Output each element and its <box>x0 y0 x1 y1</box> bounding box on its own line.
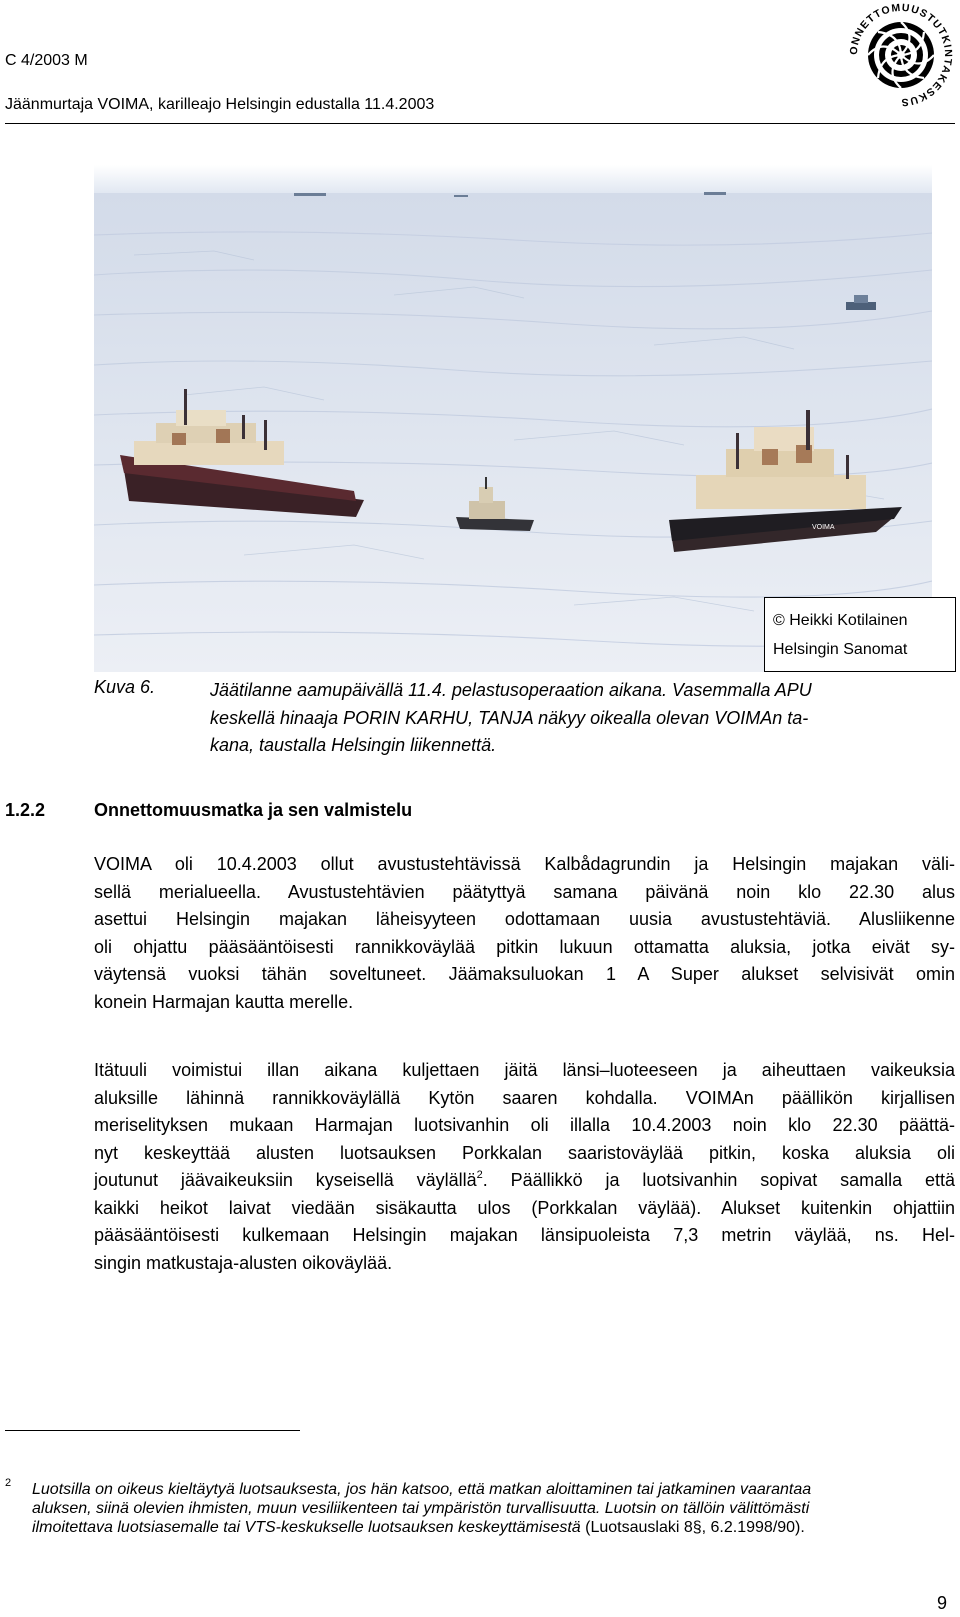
footnote-text <box>32 1480 955 1537</box>
paragraph-2 <box>94 1057 955 1277</box>
paragraph-line: nyt keskeyttää alusten luotsauksen Porkkalan saaristoväylää pitkin, koska aluksia oli <box>94 1142 955 1163</box>
spiral-emblem-icon <box>848 2 954 108</box>
caption-line: keskellä hinaaja PORIN KARHU, TANJA näkyy oikealla olevan VOIMAn ta- <box>210 707 809 728</box>
line-text: . Päällikkö ja luotsivanhin sopivat samalla että <box>482 1170 955 1190</box>
footnote-citation: (Luotsauslaki 8§, 6.2.1998/90). <box>585 1519 805 1536</box>
organization-logo <box>848 2 954 108</box>
caption-line: kana, taustalla Helsingin liikennettä. <box>210 735 497 755</box>
footnote-reference[interactable]: 2 <box>476 1169 483 1181</box>
paragraph-line: meriselityksen mukaan Harmajan luotsivanhin oli illalla 10.4.2003 noin klo 22.30 päättä- <box>94 1115 955 1135</box>
section-title: Onnettomuusmatka ja sen valmistelu <box>94 800 413 820</box>
header-divider <box>5 123 955 124</box>
paragraph-line: aluksille lähinnä rannikkoväylällä Kytön saaren kohdalla. VOIMAn päällikön kirjallisen <box>94 1087 955 1108</box>
icebreakers-photo <box>94 165 932 672</box>
paragraph-line: oli ohjattu pääsääntöisesti rannikkoväylää pitkin lukuun ottamatta aluksia, jotka eivät sy- <box>94 936 955 957</box>
line-text: joutunut jäävaikeuksiin kyseisellä väylällä <box>94 1170 477 1190</box>
paragraph-1 <box>94 851 955 1016</box>
paragraph-line: kaikki heikot laivat viedään sisäkautta ulos (Porkkalan väylää). Alukset kuitenkin ohjattiin <box>94 1197 955 1218</box>
paragraph-line: asettui Helsingin majakan läheisyyteen odottamaan uusia avustustehtäviä. Alusliikenne <box>94 909 955 929</box>
figure-caption-label: Kuva 6. <box>94 677 156 697</box>
footnote-mark: 2 <box>5 1477 12 1489</box>
figure-caption <box>210 677 955 760</box>
footnote-line: Luotsilla on oikeus kieltäytyä luotsauksesta, jos hän katsoo, että matkan aloittaminen tai jatkaminen vaarantaa <box>32 1481 812 1498</box>
paragraph-line: VOIMA oli 10.4.2003 ollut avustustehtävissä Kalbådagrundin ja Helsingin majakan väli- <box>94 854 955 874</box>
caption-line: Jäätilanne aamupäivällä 11.4. pelastusoperaation aikana. Vasemmalla APU <box>210 680 812 700</box>
paragraph-line: väytensä vuoksi tähän soveltuneet. Jäämaksuluokan 1 A Super alukset selvisivät omin <box>94 964 955 984</box>
footnote-divider <box>5 1430 300 1431</box>
paragraph-line-with-footnote <box>94 1167 955 1195</box>
section-number: 1.2.2 <box>5 800 46 820</box>
page-number: 9 <box>937 1593 948 1613</box>
paragraph-line: pääsääntöisesti kulkemaan Helsingin majakan länsipuoleista 7,3 metrin väylää, ns. Hel- <box>94 1225 955 1245</box>
photo-credit-publisher: Helsingin Sanomat <box>773 641 908 658</box>
paragraph-line: sellä merialueella. Avustustehtävien päätyttyä samana päivänä noin klo 22.30 alus <box>94 881 955 902</box>
photo-credit-box <box>764 597 956 672</box>
paragraph-line: Itätuuli voimistui illan aikana kuljettaen jäitä länsi–luoteeseen ja aiheuttaen vaikeuksia <box>94 1060 955 1080</box>
footnote-line <box>32 1518 955 1537</box>
ship-name-label: VOIMA <box>812 524 835 531</box>
document-id: C 4/2003 M <box>5 52 88 69</box>
paragraph-line: singin matkustaja-alusten oikoväylää. <box>94 1252 393 1273</box>
footnote-line: aluksen, siinä olevien ihmisten, muun vesiliikenteen tai ympäristön turvallisuutta. Luotsin on tällöin välittömästi <box>32 1500 810 1517</box>
photo-credit-author: © Heikki Kotilainen <box>773 612 908 629</box>
document-title: Jäänmurtaja VOIMA, karilleajo Helsingin edustalla 11.4.2003 <box>5 96 435 113</box>
logo-ring-text: ONNETTOMUUSTUTKINTAKESKUS <box>848 2 954 108</box>
paragraph-line: konein Harmajan kautta merelle. <box>94 991 354 1012</box>
footnote-line-italic: ilmoitettava luotsiasemalle tai VTS-keskukselle luotsauksen keskeyttämisestä <box>32 1519 586 1536</box>
